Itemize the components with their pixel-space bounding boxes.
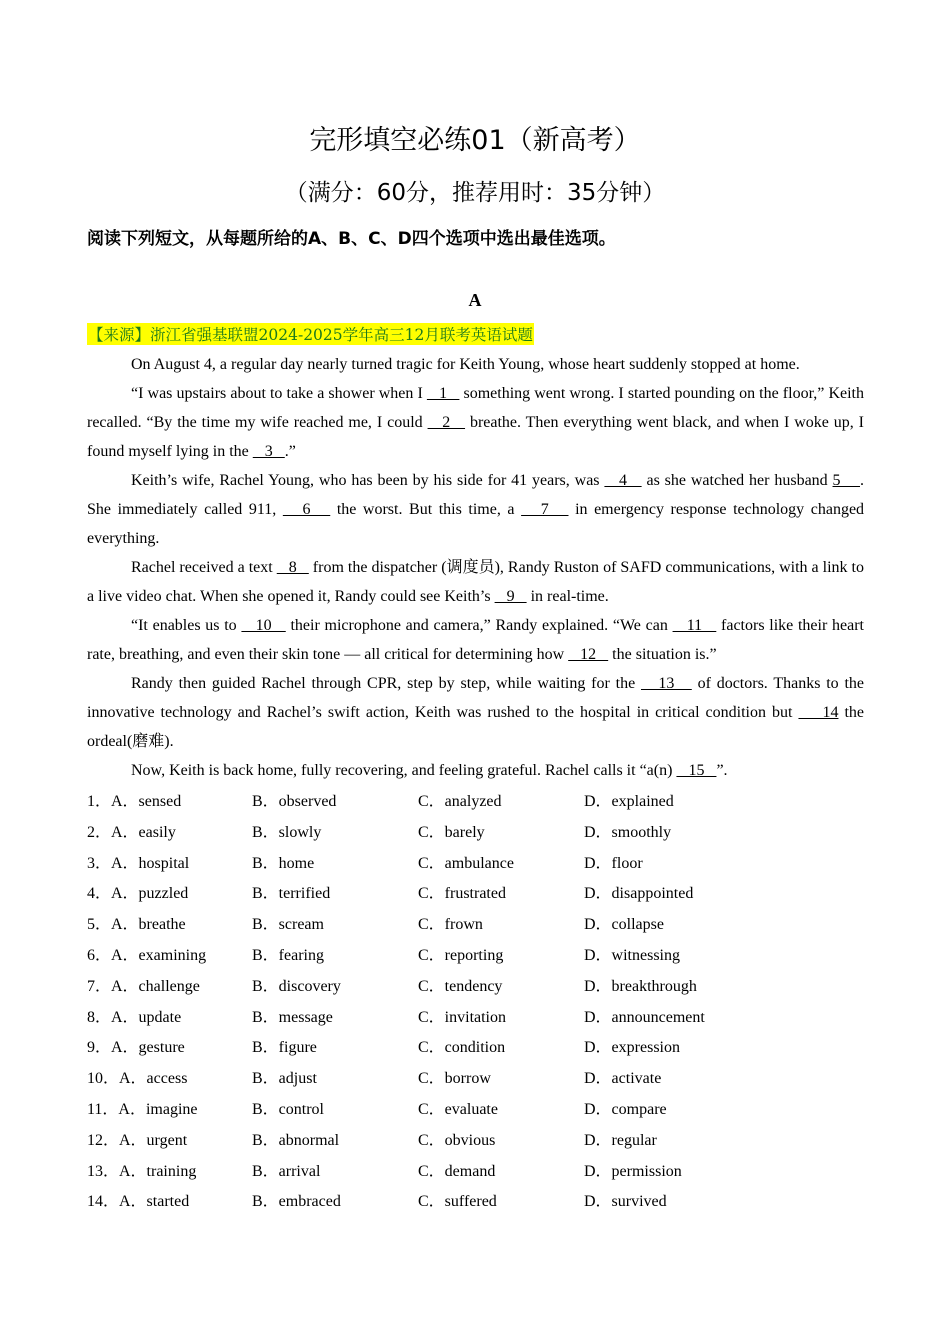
paragraph-text: in emergency response technology changed everything. — [87, 501, 865, 547]
option-d: D．regular — [584, 1131, 657, 1149]
option-b: B．slowly — [252, 823, 322, 841]
option-c: C．ambulance — [418, 854, 514, 872]
blank-10: 10 — [241, 617, 286, 634]
option-d: D．survived — [584, 1193, 667, 1211]
paragraph-text: breathe. Then everything went black, and when I woke up, I found myself lying in the — [87, 414, 865, 460]
paragraph-text: . She immediately called 911, — [87, 472, 864, 518]
option-c: C．condition — [418, 1039, 506, 1057]
paragraph-4 — [87, 553, 864, 611]
option-a: 13．A．training — [87, 1162, 197, 1180]
option-a: 9．A．gesture — [87, 1039, 185, 1057]
blank-7: 7 — [521, 501, 569, 518]
option-d: D．floor — [584, 854, 643, 872]
paragraph-text: Randy then guided Rachel through CPR, step by step, while waiting for the — [131, 675, 641, 692]
option-c: C．invitation — [418, 1008, 507, 1026]
option-c: C．borrow — [418, 1070, 491, 1088]
blank-12: 12 — [568, 646, 609, 663]
paragraph-5 — [87, 611, 864, 669]
option-c: C．frustrated — [418, 885, 506, 903]
option-a: 7．A．challenge — [87, 977, 200, 995]
passage — [87, 350, 864, 785]
option-b: B．scream — [252, 916, 324, 934]
option-a: 1．A．sensed — [87, 793, 182, 810]
option-c: C．demand — [418, 1162, 496, 1180]
option-d: D．collapse — [584, 916, 664, 934]
option-a: 10．A．access — [87, 1070, 188, 1088]
option-b: B．embraced — [252, 1193, 341, 1211]
option-a: 4．A．puzzled — [87, 885, 189, 903]
option-a: 6．A．examining — [87, 946, 207, 964]
section-label: A — [468, 290, 482, 310]
option-b: B．adjust — [252, 1070, 317, 1088]
question-row — [87, 1035, 887, 1066]
question-options — [87, 789, 887, 1220]
blank-4: 4 — [604, 472, 642, 489]
option-d: D．explained — [584, 793, 674, 810]
option-c: C．reporting — [418, 946, 504, 964]
option-b: B．home — [252, 854, 315, 872]
question-row — [87, 974, 887, 1005]
blank-11: 11 — [672, 617, 717, 634]
question-row — [87, 820, 887, 851]
paragraph-text: their microphone and camera,” Randy explained. “We can — [285, 617, 673, 634]
blank-9: 9 — [494, 588, 527, 605]
paragraph-text: as she watched her husband — [641, 472, 833, 489]
option-b: B．fearing — [252, 946, 324, 964]
paragraph-text: .” — [284, 443, 296, 460]
option-c: C．analyzed — [418, 793, 502, 810]
blank-2: 2 — [427, 414, 466, 431]
option-d: D．breakthrough — [584, 977, 697, 995]
option-d: D．witnessing — [584, 946, 681, 964]
question-row — [87, 789, 887, 820]
question-row — [87, 912, 887, 943]
blank-14: 14 — [798, 704, 839, 721]
paragraph-text: Now, Keith is back home, fully recovering, and feeling grateful. Rachel calls it “a(n) — [131, 762, 677, 779]
option-a: 8．A．update — [87, 1008, 182, 1026]
paragraph-text: in real-time. — [526, 588, 609, 605]
blank-3: 3 — [252, 443, 285, 460]
option-a: 2．A．easily — [87, 823, 176, 841]
paragraph-text: of doctors. Thanks to the innovative technology and Rachel’s swift action, Keith was rushed to the hospital in critical condition but — [87, 675, 865, 721]
option-a: 12．A．urgent — [87, 1131, 188, 1149]
paragraph-text: “It enables us to — [131, 617, 242, 634]
blank-5: 5 — [832, 472, 860, 489]
paragraph-text: On August 4, a regular day nearly turned tragic for Keith Young, whose heart suddenly stopped at home. — [131, 356, 800, 373]
option-c: C．evaluate — [418, 1100, 498, 1118]
option-b: B．terrified — [252, 885, 331, 903]
paragraph-text: “I was upstairs about to take a shower when I — [131, 385, 427, 402]
option-b: B．observed — [252, 793, 337, 810]
paragraph-text: Keith’s wife, Rachel Young, who has been by his side for 41 years, was — [131, 472, 605, 489]
page-title: 完形填空必练01（新高考） — [309, 125, 641, 156]
option-b: B．figure — [252, 1039, 317, 1057]
paragraph-text: from the dispatcher (调度员), Randy Ruston of SAFD communications, with a link to a live video chat. When she opened it, Randy could see Keith’s — [87, 559, 864, 605]
paragraph-text: the ordeal(磨难). — [87, 704, 865, 750]
paragraph-2 — [87, 379, 864, 466]
question-row — [87, 1066, 887, 1097]
page-subtitle: （满分：60分，推荐用时：35分钟） — [284, 180, 666, 206]
blank-13: 13 — [640, 675, 692, 692]
blank-8: 8 — [276, 559, 309, 576]
question-row — [87, 1159, 887, 1190]
option-d: D．permission — [584, 1162, 682, 1180]
paragraph-text: Rachel received a text — [131, 559, 277, 576]
paragraph-text: something went wrong. I started pounding on the floor,” Keith recalled. “By the time my wife reached me, I could — [87, 385, 864, 431]
source-line — [87, 323, 534, 345]
option-d: D．activate — [584, 1070, 662, 1088]
option-b: B．discovery — [252, 977, 341, 995]
option-d: D．smoothly — [584, 823, 672, 841]
question-row — [87, 881, 887, 912]
option-d: D．announcement — [584, 1008, 705, 1026]
paragraph-3 — [87, 466, 864, 553]
paragraph-text: the situation is.” — [608, 646, 717, 663]
source-text: 浙江省强基联盟2024-2025学年高三12月联考英语试题 — [150, 326, 533, 344]
question-row — [87, 1097, 887, 1128]
paragraph-1 — [87, 350, 864, 379]
paragraph-6 — [87, 669, 864, 756]
question-row — [87, 1128, 887, 1159]
option-c: C．suffered — [418, 1193, 497, 1211]
option-a: 3．A．hospital — [87, 854, 190, 872]
option-d: D．compare — [584, 1100, 667, 1118]
blank-1: 1 — [426, 385, 460, 402]
option-b: B．control — [252, 1100, 324, 1118]
paragraph-text: ”. — [716, 762, 728, 779]
question-row — [87, 943, 887, 974]
option-b: B．arrival — [252, 1162, 321, 1180]
option-c: C．obvious — [418, 1131, 496, 1149]
option-c: C．barely — [418, 823, 485, 841]
paragraph-text: the worst. But this time, a — [330, 501, 522, 518]
question-row — [87, 851, 887, 882]
option-d: D．disappointed — [584, 885, 694, 903]
question-row — [87, 1189, 887, 1220]
blank-15: 15 — [676, 762, 717, 779]
option-a: 11．A．imagine — [87, 1100, 198, 1118]
option-c: C．frown — [418, 916, 483, 934]
source-tag: 【来源】 — [88, 326, 151, 344]
paragraph-text: factors like their heart rate, breathing, and even their skin tone — all critical for determining how — [87, 617, 865, 663]
question-row — [87, 1005, 887, 1036]
option-a: 14．A．started — [87, 1193, 190, 1211]
instruction-text: 阅读下列短文，从每题所给的A、B、C、D四个选项中选出最佳选项。 — [87, 229, 616, 249]
option-d: D．expression — [584, 1039, 680, 1057]
paragraph-7 — [87, 756, 864, 785]
option-b: B．abnormal — [252, 1131, 340, 1149]
blank-6: 6 — [282, 501, 331, 518]
option-a: 5．A．breathe — [87, 916, 186, 934]
option-c: C．tendency — [418, 977, 503, 995]
option-b: B．message — [252, 1008, 333, 1026]
